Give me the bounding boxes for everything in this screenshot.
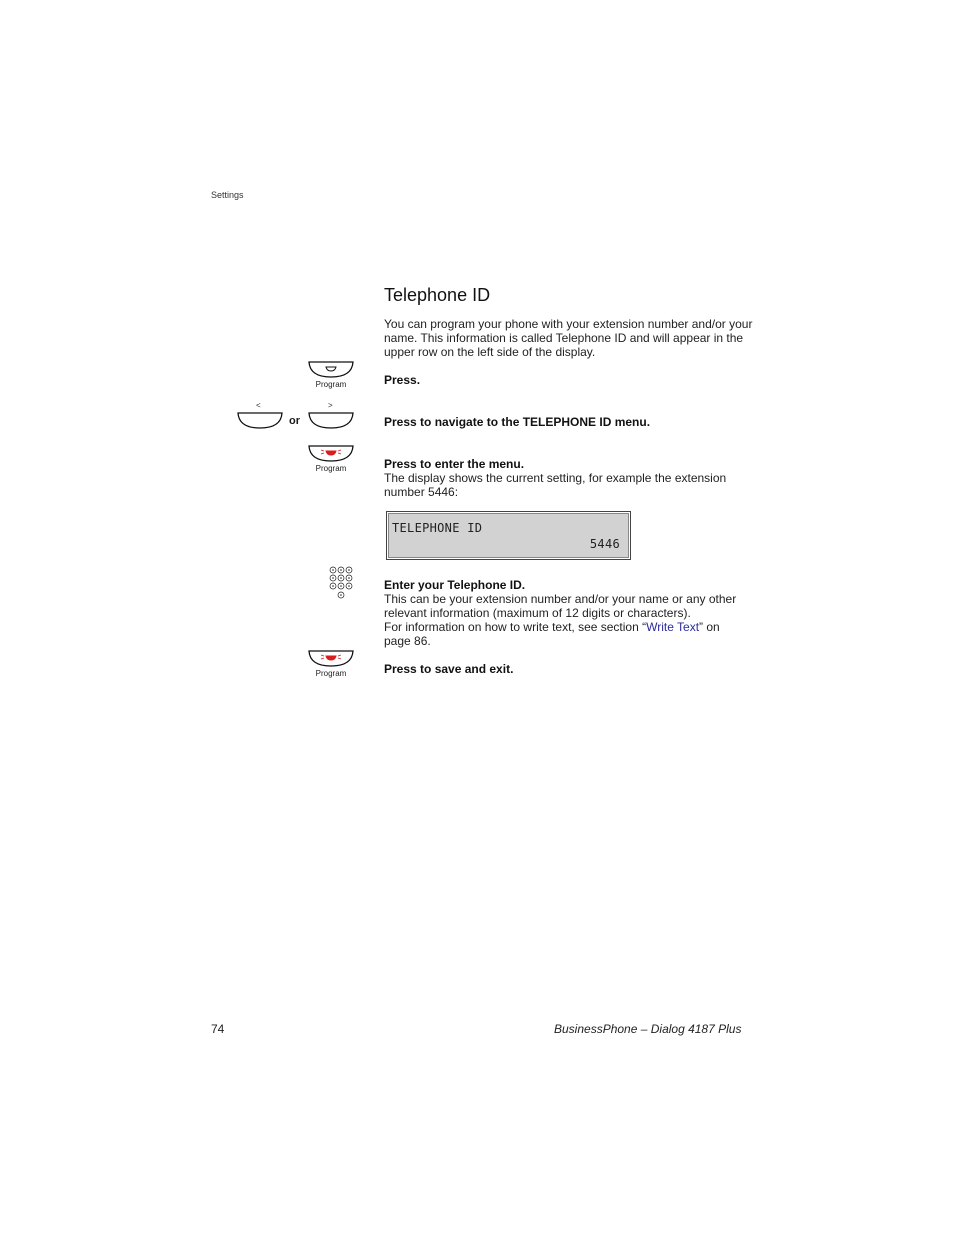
left-navigation-key-icon [237, 412, 283, 430]
keypad-icon [329, 566, 353, 600]
left-arrow-label: < [256, 401, 261, 410]
display-line-2: 5446 [589, 537, 620, 551]
right-navigation-key-icon [308, 412, 354, 430]
intro-paragraph: You can program your phone with your extension number and/or your name. This information is called Telephone ID and will appear in the upper row on the left side of the display. [384, 317, 753, 359]
step1-instruction: Press. [384, 373, 421, 387]
document-title: BusinessPhone – Dialog 4187 Plus [554, 1022, 742, 1036]
section-label: Settings [211, 190, 244, 200]
or-label: or [289, 415, 300, 427]
step4-text: Enter your Telephone ID. This can be your extension number and/or your name or any other relevant information (maximum of 12 digits or characters). For information on how to write text, see section “Write Text” on page 86. [384, 578, 737, 648]
program-key-caption: Program [315, 380, 347, 389]
right-arrow-label: > [328, 401, 333, 410]
program-key-caption: Program [315, 669, 347, 678]
step3-text: Press to enter the menu. The display shows the current setting, for example the extension number 5446: [384, 457, 727, 499]
program-key-icon [308, 361, 354, 379]
program-key-lit-icon [308, 650, 354, 668]
write-text-link[interactable]: Write Text [646, 620, 700, 634]
display-line-1: TELEPHONE ID [392, 521, 483, 535]
page-title: Telephone ID [384, 285, 491, 305]
page-number: 74 [211, 1022, 225, 1036]
step2-instruction: Press to navigate to the TELEPHONE ID menu. [384, 415, 651, 429]
program-key-caption: Program [315, 464, 347, 473]
program-key-lit-icon [308, 445, 354, 463]
phone-display [386, 511, 631, 560]
step5-instruction: Press to save and exit. [384, 662, 514, 676]
